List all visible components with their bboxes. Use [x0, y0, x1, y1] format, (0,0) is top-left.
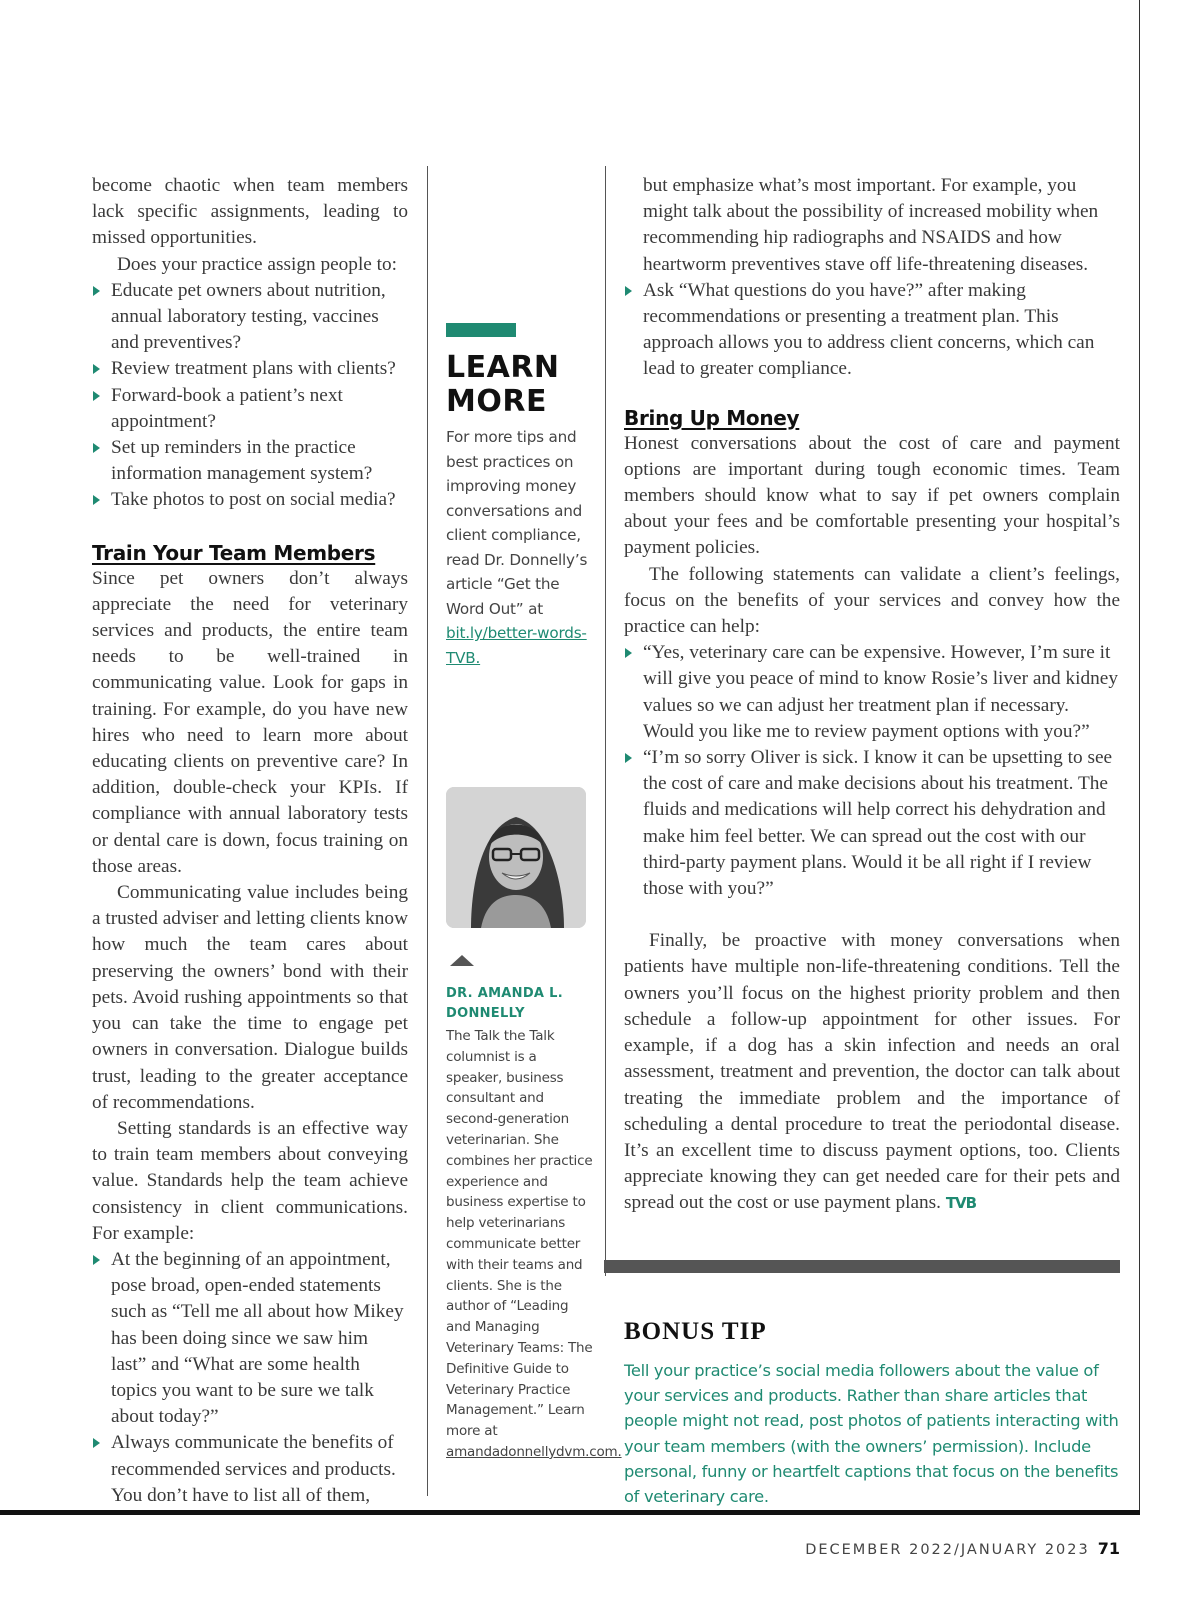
list-item: Forward-book a patient’s next appointment? — [92, 383, 408, 435]
triangle-bullet-icon — [93, 495, 100, 505]
list-item: Always communicate the benefits of recommended services and products. You don’t have to list all of them, — [92, 1430, 408, 1509]
folio: DECEMBER 2022/JANUARY 2023 71 — [805, 1539, 1120, 1558]
triangle-bullet-icon — [93, 1255, 100, 1265]
standards-list — [92, 1247, 408, 1509]
right-column — [624, 173, 1120, 1217]
learn-more-sidebar — [446, 323, 596, 670]
bonus-tip-title: BONUS TIP — [624, 1318, 767, 1345]
list-item: Take photos to post on social media? — [92, 487, 408, 513]
author-photo — [446, 787, 586, 928]
left-column — [92, 173, 408, 1509]
assignment-list — [92, 278, 408, 514]
right-paragraph-2: The following statements can validate a client’s feelings, focus on the benefits of your services and convey how the practice can help: — [624, 563, 1120, 638]
sidebar-accent-bar — [446, 323, 516, 337]
left-paragraph-1: become chaotic when team members lack specific assignments, leading to missed opportunities. — [92, 175, 408, 249]
list-item: “Yes, veterinary care can be expensive. However, I’m sure it will give you peace of mind to know Rosie’s liver and kidney values so we can adjust her treatment plan if necessary. Would you like me to review payment options with you?” — [624, 640, 1120, 745]
triangle-bullet-icon — [93, 1438, 100, 1448]
statement-list — [624, 640, 1120, 902]
list-item: At the beginning of an appointment, pose broad, open-ended statements such as “Tell me all about how Mikey has been doing since we saw him last” and “What are some health topics you want to be sure we talk about today?” — [92, 1247, 408, 1430]
tvb-end-mark: TVB — [945, 1194, 977, 1213]
column-rule-right — [605, 166, 606, 1276]
triangle-bullet-icon — [93, 443, 100, 453]
triangle-bullet-icon — [625, 753, 632, 763]
sidebar-title: LEARN MORE — [446, 350, 560, 419]
continued-list — [624, 173, 1120, 383]
triangle-bullet-icon — [625, 648, 632, 658]
list-item: Set up reminders in the practice information management system? — [92, 435, 408, 487]
column-rule-left — [427, 166, 428, 1496]
author-bio: The Talk the Talk columnist is a speaker, business consultant and second-generation veterinarian. She combines her practice experience and business expertise to help veterinarians communicate better with their teams and clients. She is the author of “Leading and Managing Veterinary Teams: The Definitive Guide to Veterinary Practice Management.” Learn more at amandadonnellydvm.com. — [446, 1028, 622, 1460]
triangle-bullet-icon — [93, 391, 100, 401]
left-paragraph-3: Since pet owners don’t always appreciate the need for veterinary services and products, the entire team needs to be well-trained in communicating value. Look for gaps in training. For example, do you have new hires who need to learn more about educating clients on preventive care? In addition, double-check your KPIs. If compliance with annual laboratory tests or dental care is down, focus training on those areas. — [92, 567, 408, 877]
footer-rule — [0, 1510, 1140, 1515]
caption-pointer-icon — [450, 955, 474, 966]
list-item: Review treatment plans with clients? — [92, 356, 408, 382]
list-item: Educate pet owners about nutrition, annual laboratory testing, vaccines and preventives? — [92, 278, 408, 357]
sidebar-body: For more tips and best practices on improving money conversations and client compliance, read Dr. Donnelly’s article “Get the Word Out” at bit.ly/better-words-TVB. — [446, 428, 588, 667]
bonus-tip-bar — [604, 1260, 1120, 1273]
author-name: DR. AMANDA L. DONNELLY — [446, 986, 563, 1021]
list-item: but emphasize what’s most important. For example, you might talk about the possibility of increased mobility when recommending hip radiographs and NSAIDS and how heartworm preventives stave off life-threatening diseases. — [643, 175, 1099, 275]
triangle-bullet-icon — [625, 286, 632, 296]
heading-bring-up-money: Bring Up Money — [624, 405, 800, 430]
list-item: “I’m so sorry Oliver is sick. I know it can be upsetting to see the cost of care and make decisions about his treatment. The fluids and medications will help correct his dehydration and make him feel better. We can spread out the cost with our third-party payment plans. Would it be all right if I review those with you?” — [624, 745, 1120, 902]
left-paragraph-2: Does your practice assign people to: — [117, 253, 398, 275]
list-item: Ask “What questions do you have?” after making recommendations or presenting a treatment plan. This approach allows you to address client concerns, which can lead to greater compliance. — [624, 278, 1120, 383]
author-portrait-icon — [446, 787, 586, 928]
left-paragraph-5: Setting standards is an effective way to train team members about conveying value. Standards help the team achieve consistency in client communications. For example: — [92, 1117, 408, 1244]
article-link[interactable]: bit.ly/better-words-TVB. — [446, 624, 587, 667]
right-paragraph-3: Finally, be proactive with money conversations when patients have multiple non-life-threatening conditions. Tell the owners you’ll focus on the highest priority problem and then schedule a follow-up appointment for other issues. For example, if a dog has a skin infection and needs an oral assessment, treatment and prevention, the doctor can talk about treating the immediate problem and the importance of scheduling a dental procedure to treat the periodontal disease. It’s an excellent time to discuss payment options, too. Clients appreciate knowing they can get needed care for their pets and spread out the cost or use payment plans. TVB — [624, 930, 1120, 1214]
author-website-link[interactable]: amandadonnellydvm.com. — [446, 1443, 622, 1460]
triangle-bullet-icon — [93, 364, 100, 374]
right-paragraph-1: Honest conversations about the cost of care and payment options are important during tough economic times. Team members should know what to say if pet owners complain about your fees and be comfortable presenting your hospital’s payment policies. — [624, 432, 1120, 559]
bonus-tip-body: Tell your practice’s social media followers about the value of your services and products. Rather than share articles that people might not read, post photos of patients interacting with your team members (with the owners’ permission). Include personal, funny or heartfelt captions that focus on the benefits of veterinary care. — [624, 1361, 1119, 1507]
triangle-bullet-icon — [93, 286, 100, 296]
page-edge-rule — [1139, 0, 1140, 1512]
page-number: 71 — [1097, 1539, 1120, 1558]
left-paragraph-4: Communicating value includes being a trusted adviser and letting clients know how much the team cares about preserving the owners’ bond with their pets. Avoid rushing appointments so that you can take the time to engage pet owners in conversation. Dialogue builds trust, leading to the greater acceptance of recommendations. — [92, 882, 408, 1113]
heading-train-team: Train Your Team Members — [92, 540, 376, 565]
